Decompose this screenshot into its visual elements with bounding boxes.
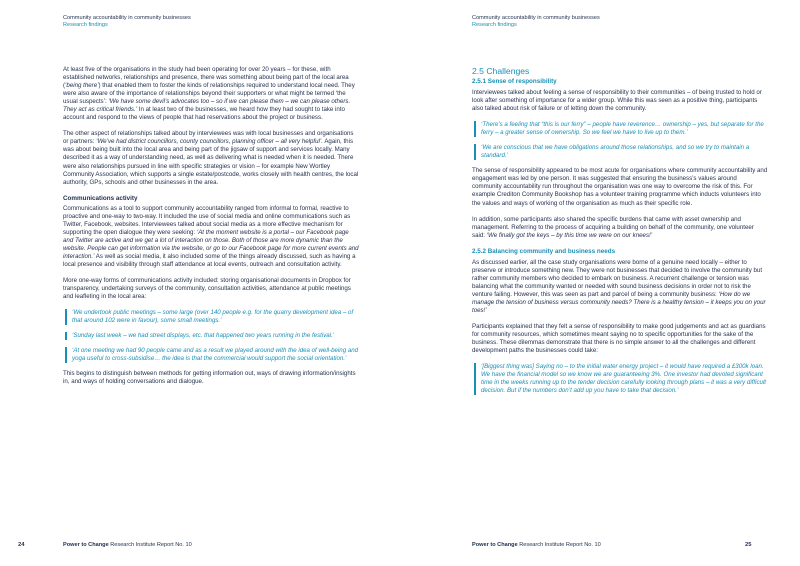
paragraph: In addition, some participants also shared the specific burdens that came with asset ownership and management. Referring to the process of acquiring a building on behalf of the community, one volunteer said: ‘We finally got the keys – by this time we were on our knees!’ xyxy=(472,215,754,239)
running-header-title: Community accountability in community businesses xyxy=(472,15,600,21)
paragraph: At least five of the organisations in the study had been operating for over 20 years – for these, with established networks, relationships and presence, there was something about being part of the local area (‘being there’) that enabled them to foster the kinds of relationships required to understand local need. They were also aware of the importance of relationships beyond their supporters or what might be termed ‘the usual suspects’: ‘We have some devil’s advocates too – so if we can please them – we can please others. They act as critical friends.’ In at least two of the businesses, we heard how they had sought to take into account and respond to the views of people that had reservations about the project or business. xyxy=(63,66,355,122)
page-right xyxy=(400,0,800,566)
paragraph: Participants explained that they felt a sense of responsibility to make good judgements and act as guardians for community resources, which sometimes meant saying no to specific opportunities for the sake of the business. These dilemmas demonstrate that there is no simple answer to all the challenges and different development paths the businesses could take: xyxy=(472,323,766,355)
footer-text: Research Institute Report No. 10 xyxy=(517,542,601,548)
running-header-title: Community accountability in community businesses xyxy=(63,15,191,21)
paragraph: More one-way forms of communications activity included: storing organisational documents in Dropbox for transparency, undertaking surveys of the community, consultation activities, attendance at public meetings and leafleting in the local area: xyxy=(63,277,351,301)
page-footer xyxy=(472,542,601,549)
running-header-subtitle: Research findings xyxy=(472,22,517,28)
pull-quote: ‘[Biggest thing was] Saying no – to the initial water energy project – it would have required a £300k loan. We have the financial model so we know we are guaranteeing 3%. One investor had devoted significant time in the weeks running up to the tender decision carefully looking through plans – it was a very difficult decision. But if the numbers don’t add up you have to take that decision.’ xyxy=(474,363,768,395)
pull-quote: ‘We undertook public meetings – some large (over 140 people e.g. for the quarry development idea – of that around 102 were in favour), some small meetings.’ xyxy=(65,309,359,325)
subsection-heading-responsibility: 2.5.1 Sense of responsibility xyxy=(472,78,557,85)
paragraph: Communications as a tool to support community accountability ranged from informal to formal, reactive to proactive and one-way to two-way. It included the use of social media and online communications such as Twitter, Facebook, websites. Interviewees talked about social media as a more effective mechanism for supporting the open dialogue they were seeking: ‘At the moment website is a portal – our Facebook page and Twitter are active and we get a lot of interaction on those. Both of those are more dynamic than the website. People can get information via the website, or go to our Facebook page for more current events and interaction.’ As well as social media, it also included some of the things already discussed, such as having a local presence and visibility through staff attendance at local events, outreach and consultation activity. xyxy=(63,204,359,268)
paragraph: As discussed earlier, all the case study organisations were borne of a genuine need locally – either to preserve or introduce something new. They were not businesses that decided to involve the community but rather community members who decided to embark on business. A recurrent challenge or tension was balancing what the community wanted or needed with sound business decisions in order not to risk the venture failing. However, this was seen as part and parcel of being a community business: ‘How do we manage the tension of business versus community needs? There is a healthy tension – it keeps you on your toes!’ xyxy=(472,258,766,314)
subsection-heading-balancing: 2.5.2 Balancing community and business needs xyxy=(472,247,616,255)
running-header-subtitle: Research findings xyxy=(63,22,108,28)
pull-quote: ‘Sunday last week – we had street displays, etc. that happened two years running in the festival.’ xyxy=(65,332,359,340)
footer-brand: Power to Change xyxy=(472,542,518,548)
page-footer xyxy=(63,542,192,549)
right-text-column xyxy=(472,66,768,402)
paragraph: Interviewees talked about feeling a sense of responsibility to their communities – of being trusted to hold or look after something of importance for a wider group. While this was seen as a positive thing, participants also talked about risk of failure or of letting down the community. xyxy=(472,89,762,113)
pull-quote: ‘There’s a feeling that “this is our ferry” – people have reverence… ownership – yes, but separate for the ferry – a greater sense of ownership. So we feel we have to live up to them.’ xyxy=(474,121,768,137)
page-number: 25 xyxy=(745,542,752,548)
section-heading-communications: Communications activity xyxy=(63,194,138,202)
section-heading-challenges: 2.5 Challenges xyxy=(472,66,530,76)
running-header xyxy=(63,15,191,29)
running-header xyxy=(472,15,600,29)
paragraph: The other aspect of relationships talked about by interviewees was with local businesses and organisations or partners: ‘We’ve had district councillors, county councillors, planning officer – all very helpful’. Again, this was about being built into the local area and being part of the jigsaw of support and services locally. Many described it as a way of understanding need, as well as delivering what is needed when it is needed. There were also relationships pursued in line with specific strategies or vision – for example New Wortley Community Association, which supports a single estate/postcode, works closely with health centres, the local authority, GPs, schools and other businesses in the area. xyxy=(63,130,359,186)
paragraph: This begins to distinguish between methods for getting information out, ways of drawing information/insights in, and ways of holding conversations and dialogue. xyxy=(63,370,356,386)
paragraph: The sense of responsibility appeared to be most acute for organisations where community accountability and engagement was led by one person. It was suggested that ensuring the business’s values around community accountability run throughout the organisation was one way to overcome the risk of this. For example Crediton Community Bookshop has a volunteer training programme which inducts volunteers into the values and ways of working of the organisation as much as their specific role. xyxy=(472,167,768,207)
pull-quote: ‘At one meeting we had 90 people came and as a result we played around with the idea of well-being and yoga useful to cross-subsidise… the idea is that the commercial would support the social orientation.’ xyxy=(65,347,359,363)
footer-brand: Power to Change xyxy=(63,542,109,548)
page-number: 24 xyxy=(18,542,25,548)
pull-quote: ‘We are conscious that we have obligations around those relationships, and so we try to maintain a standard.’ xyxy=(474,144,768,160)
footer-text: Research Institute Report No. 10 xyxy=(108,542,192,548)
left-text-column xyxy=(63,66,359,395)
